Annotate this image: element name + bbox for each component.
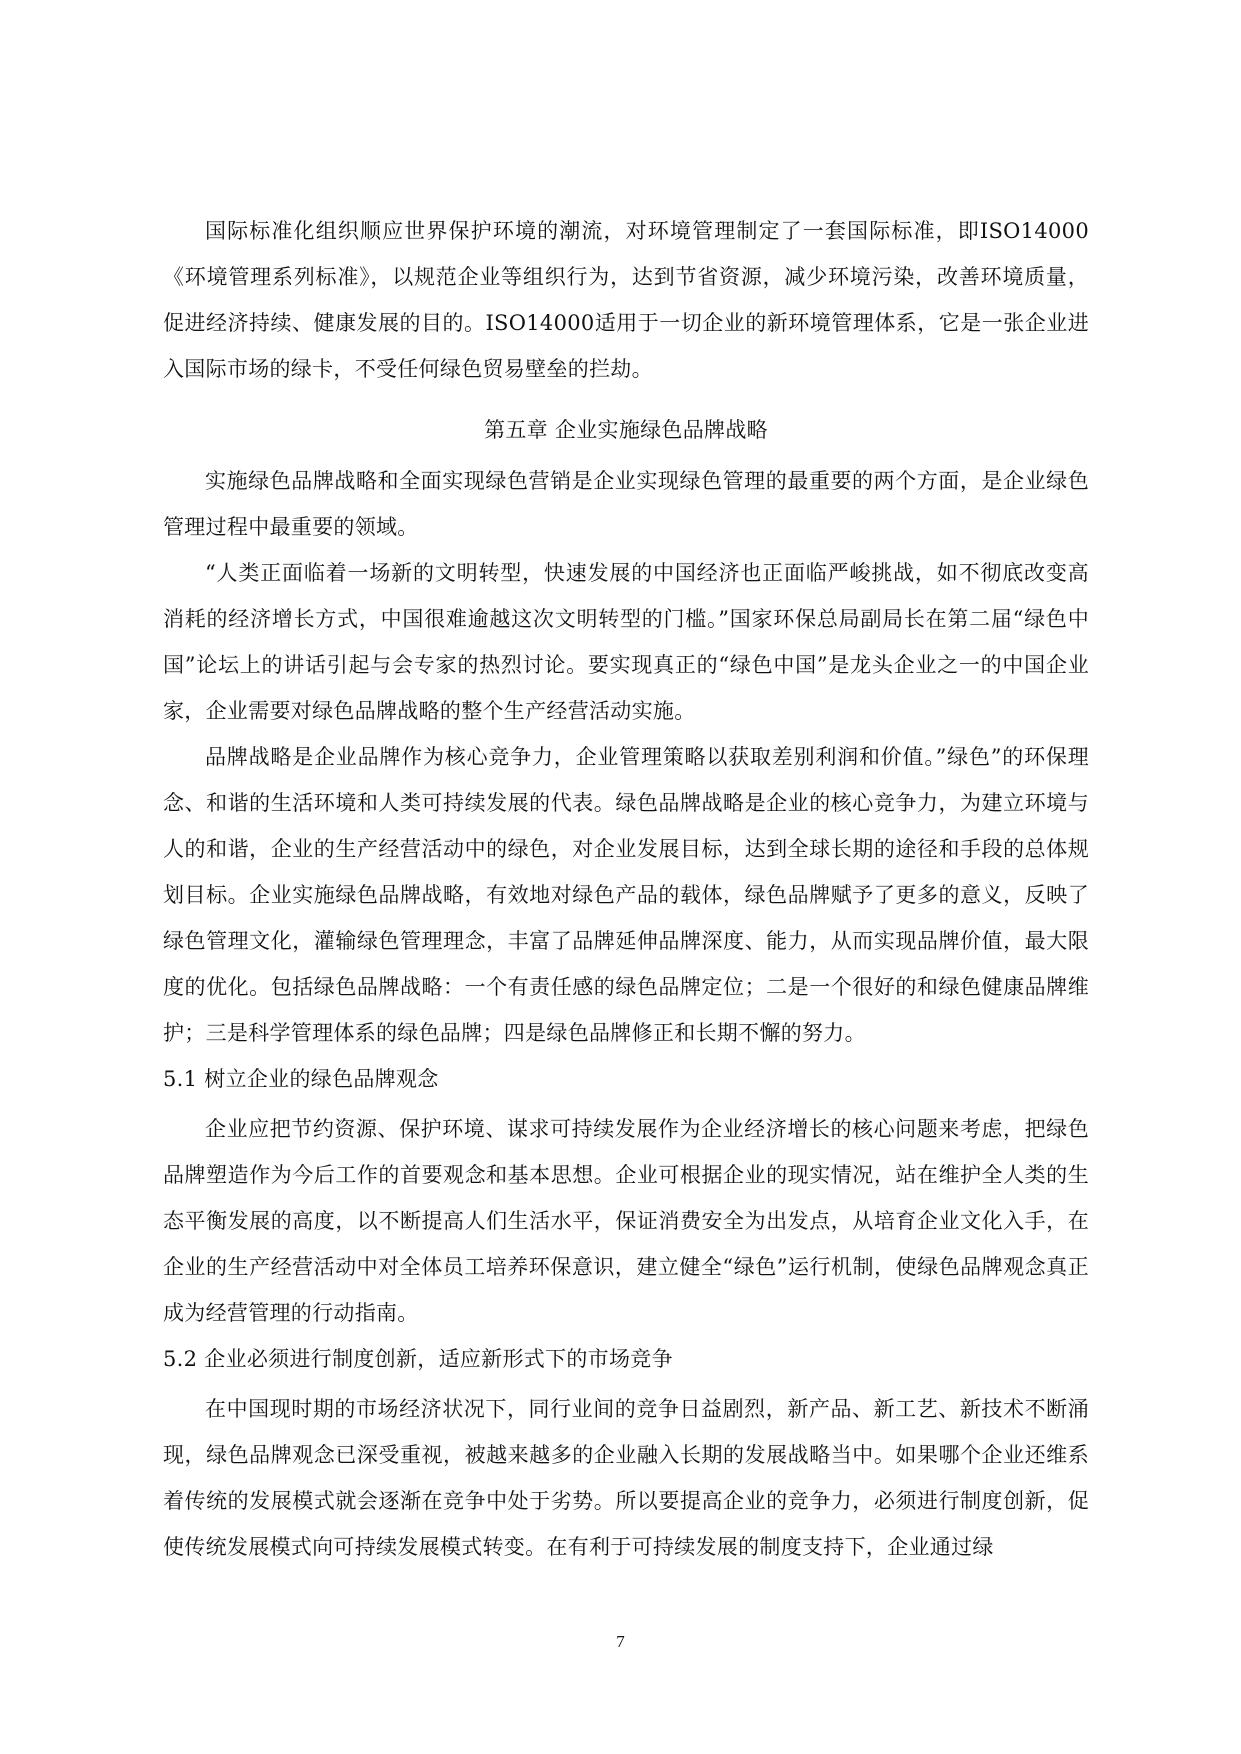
chapter-title: 第五章 企业实施绿色品牌战略 [484, 418, 768, 442]
paragraph-section-5-1: 企业应把节约资源、保护环境、谋求可持续发展作为企业经济增长的核心问题来考虑，把绿色品牌塑造作为今后工作的首要观念和基本思想。企业可根据企业的现实情况，站在维护全人类的生态平衡发展的高度，以不断提高人们生活水平，保证消费安全为出发点，从培育企业文化入手，在企业的生产经营活动中对全体员工培养环保意识，建立健全“绿色”运行机制，使绿色品牌观念真正成为经营管理的行动指南。 [163, 1117, 1089, 1325]
paragraph-iso14000: 国际标准化组织顺应世界保护环境的潮流，对环境管理制定了一套国际标准，即ISO14000《环境管理系列标准》，以规范企业等组织行为，达到节省资源，减少环境污染，改善环境质量，促进经济持续、健康发展的目的。ISO14000适用于一切企业的新环境管理体系，它是一张企业进入国际市场的绿卡，不受任何绿色贸易壁垒的拦劫。 [163, 219, 1089, 381]
paragraph-green-china-quote: “人类正面临着一场新的文明转型，快速发展的中国经济也正面临严峻挑战，如不彻底改变高消耗的经济增长方式，中国很难逾越这次文明转型的门槛。”国家环保总局副局长在第二届“绿色中国”论坛上的讲话引起与会专家的热烈讨论。要实现真正的“绿色中国”是龙头企业之一的中国企业家，企业需要对绿色品牌战略的整个生产经营活动实施。 [163, 561, 1089, 723]
paragraph-brand-strategy: 品牌战略是企业品牌作为核心竞争力，企业管理策略以获取差别利润和价值。”绿色”的环保理念、和谐的生活环境和人类可持续发展的代表。绿色品牌战略是企业的核心竞争力，为建立环境与人的和谐，企业的生产经营活动中的绿色，对企业发展目标，达到全球长期的途径和手段的总体规划目标。企业实施绿色品牌战略，有效地对绿色产品的载体，绿色品牌赋予了更多的意义，反映了绿色管理文化，灌输绿色管理理念，丰富了品牌延伸品牌深度、能力，从而实现品牌价值，最大限度的优化。包括绿色品牌战略：一个有责任感的绿色品牌定位；二是一个很好的和绿色健康品牌维护；三是科学管理体系的绿色品牌；四是绿色品牌修正和长期不懈的努力。 [163, 745, 1089, 1045]
section-5-1-title: 5.1 树立企业的绿色品牌观念 [163, 1067, 439, 1091]
paragraph-chapter-intro: 实施绿色品牌战略和全面实现绿色营销是企业实现绿色管理的最重要的两个方面，是企业绿色管理过程中最重要的领域。 [163, 469, 1089, 539]
document-body [163, 208, 1089, 1570]
section-5-2-title: 5.2 企业必须进行制度创新，适应新形式下的市场竞争 [163, 1347, 673, 1371]
paragraph-section-5-2: 在中国现时期的市场经济状况下，同行业间的竞争日益剧烈，新产品、新工艺、新技术不断涌现，绿色品牌观念已深受重视，被越来越多的企业融入长期的发展战略当中。如果哪个企业还维系着传统的发展模式就会逐渐在竞争中处于劣势。所以要提高企业的竞争力，必须进行制度创新，促使传统发展模式向可持续发展模式转变。在有利于可持续发展的制度支持下，企业通过绿 [163, 1397, 1089, 1559]
page-number: 7 [616, 1632, 625, 1651]
